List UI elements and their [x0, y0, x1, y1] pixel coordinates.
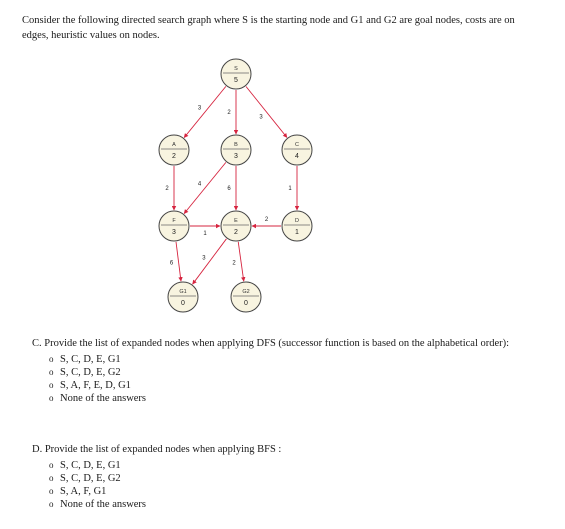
node-label: E — [234, 218, 238, 224]
edge-cost-F-E: 1 — [203, 231, 207, 237]
node-label: D — [295, 218, 299, 224]
node-heuristic: 1 — [295, 229, 299, 236]
edge-cost-E-G1: 3 — [202, 255, 206, 262]
question-d-text: D. Provide the list of expanded nodes when applying BFS : — [32, 444, 282, 455]
node-circle — [159, 211, 189, 241]
node-label: C — [295, 142, 299, 148]
question-d-option-1[interactable]: o S, C, D, E, G1 — [49, 459, 121, 471]
question-c-option-1[interactable]: o S, C, D, E, G1 — [49, 353, 121, 365]
node-heuristic: 2 — [172, 153, 176, 160]
option-bullet-icon: o — [49, 498, 54, 509]
node-circle — [221, 211, 251, 241]
question-d-options — [32, 459, 281, 511]
node-g2 — [231, 282, 261, 312]
question-d-option-2[interactable]: o S, C, D, E, G2 — [49, 472, 121, 484]
question-c-options — [32, 353, 509, 405]
option-bullet-icon: o — [49, 472, 54, 483]
node-circle — [231, 282, 261, 312]
node-circle — [221, 59, 251, 89]
question-c-option-2[interactable]: o S, C, D, E, G2 — [49, 366, 121, 378]
question-d — [32, 443, 281, 511]
node-circle — [282, 135, 312, 165]
node-heuristic: 0 — [244, 300, 248, 307]
edge-E-G1 — [193, 239, 227, 284]
node-heuristic: 3 — [234, 153, 238, 160]
question-c-option-3[interactable]: o S, A, F, E, D, G1 — [49, 379, 131, 391]
node-label: B — [234, 142, 238, 148]
node-e — [221, 211, 251, 241]
node-label: A — [172, 142, 176, 148]
node-label: G1 — [179, 289, 187, 295]
edge-cost-B-E: 6 — [227, 186, 231, 192]
node-circle — [282, 211, 312, 241]
edge-F-G1 — [176, 242, 181, 281]
option-bullet-icon: o — [49, 353, 54, 364]
option-bullet-icon: o — [49, 459, 54, 470]
option-bullet-icon: o — [49, 392, 54, 403]
node-c — [282, 135, 312, 165]
question-c — [32, 337, 509, 405]
node-heuristic: 5 — [234, 77, 238, 84]
problem-statement: Consider the following directed search graph where S is the starting node and G1 and G2 are goal nodes, costs are on edges, heuristic values on nodes. — [22, 15, 515, 41]
question-c-text: C. Provide the list of expanded nodes when applying DFS (successor function is based on the alphabetical order): — [32, 338, 510, 349]
edge-cost-F-G1: 6 — [169, 260, 174, 267]
node-s — [221, 59, 251, 89]
node-a — [159, 135, 189, 165]
edge-cost-S-A: 3 — [197, 105, 202, 112]
question-d-option-3[interactable]: o S, A, F, G1 — [49, 485, 107, 497]
option-bullet-icon: o — [49, 379, 54, 390]
node-heuristic: 2 — [234, 229, 238, 236]
edge-cost-S-B: 2 — [227, 110, 231, 116]
edge-E-G2 — [238, 242, 244, 281]
edge-cost-B-F: 4 — [197, 181, 202, 188]
edge-cost-D-E: 2 — [264, 217, 269, 223]
node-circle — [159, 135, 189, 165]
question-d-option-4[interactable]: o None of the answers — [49, 498, 147, 510]
node-heuristic: 3 — [172, 229, 176, 236]
node-label: F — [172, 218, 176, 224]
option-bullet-icon: o — [49, 485, 54, 496]
node-circle — [168, 282, 198, 312]
node-label: S — [234, 66, 238, 72]
edge-cost-E-G2: 2 — [232, 260, 236, 267]
node-heuristic: 0 — [181, 300, 185, 307]
edge-S-A — [184, 86, 226, 137]
node-g1 — [168, 282, 198, 312]
question-c-option-4[interactable]: o None of the answers — [49, 392, 147, 404]
node-circle — [221, 135, 251, 165]
edge-S-C — [246, 86, 287, 137]
edge-cost-C-D: 1 — [288, 186, 292, 192]
edge-B-F — [184, 162, 226, 213]
node-f — [159, 211, 189, 241]
edge-cost-A-F: 2 — [165, 186, 169, 192]
node-label: G2 — [242, 289, 250, 295]
graph-edges — [165, 86, 297, 284]
option-bullet-icon: o — [49, 366, 54, 377]
node-d — [282, 211, 312, 241]
edge-cost-S-C: 3 — [259, 114, 263, 121]
node-heuristic: 4 — [295, 153, 299, 160]
node-b — [221, 135, 251, 165]
